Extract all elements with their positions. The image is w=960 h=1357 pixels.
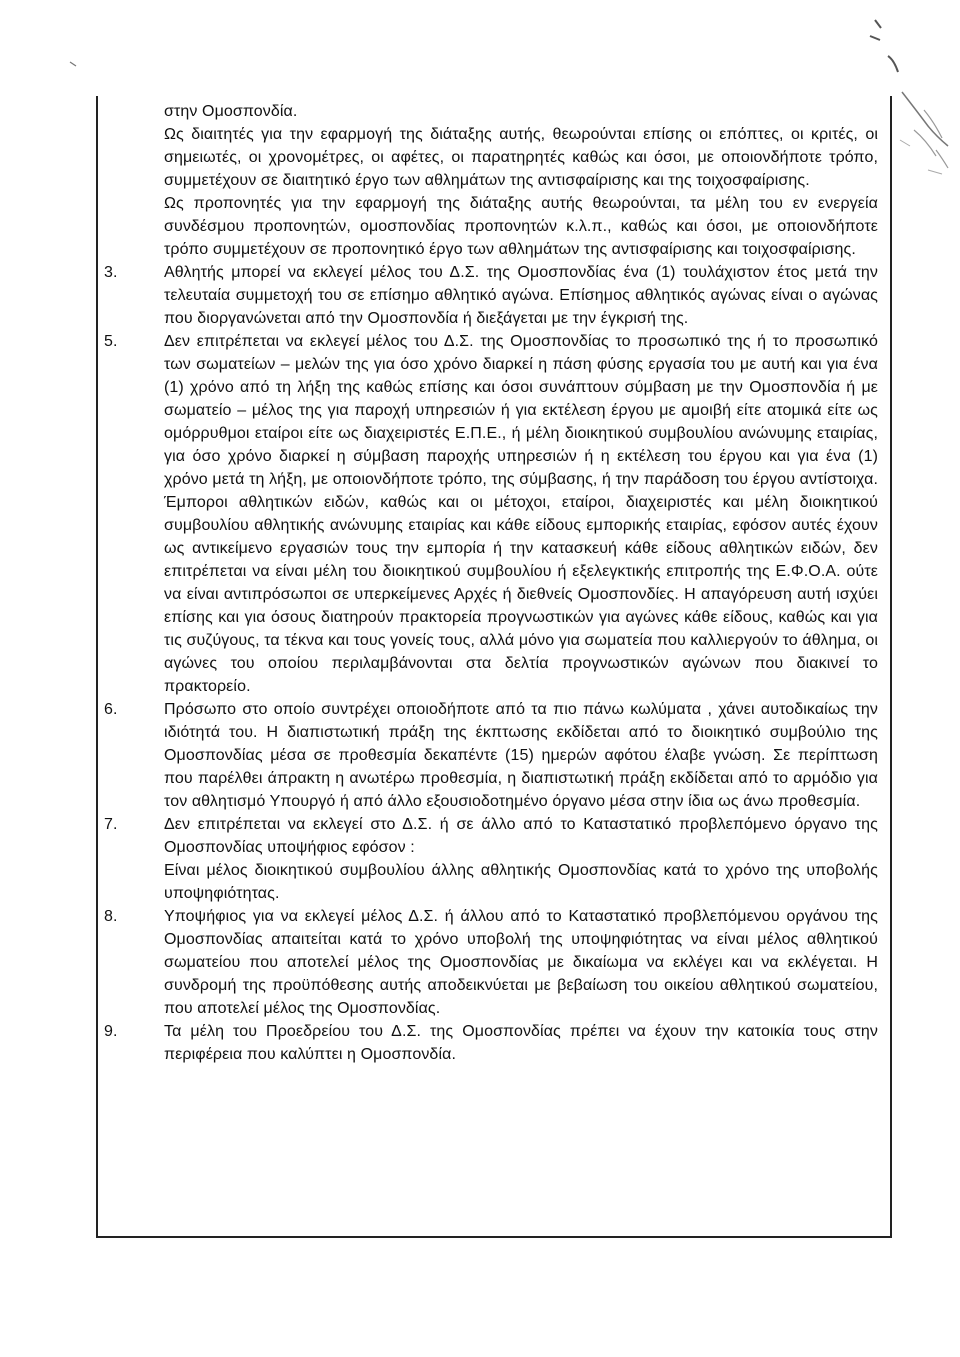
item-number: 3.	[104, 264, 118, 281]
continuation-line: στην Ομοσπονδία.	[164, 103, 298, 120]
item-number: 9.	[104, 1023, 118, 1040]
item-sub-text: Είναι μέλος διοικητικού συμβουλίου άλλης αθλητικής Ομοσπονδίας κατά το χρόνο της υποβολής υποψηφιότητας.	[164, 862, 878, 902]
scan-artifact-top-left	[64, 56, 84, 76]
numbered-item	[104, 905, 886, 1020]
numbered-item	[104, 330, 886, 698]
numbered-item	[104, 813, 886, 905]
item-number: 6.	[104, 701, 118, 718]
item-text: Τα μέλη του Προεδρείου του Δ.Σ. της Ομοσπονδίας πρέπει να έχουν την κατοικία τους στην περιφέρεια που καλύπτει η Ομοσπονδία.	[164, 1023, 878, 1063]
item-text	[164, 813, 886, 905]
continuation-row	[104, 100, 886, 123]
document-body	[104, 100, 886, 1066]
item-number: 8.	[104, 908, 118, 925]
item-number: 5.	[104, 333, 118, 350]
item-text: Υποψήφιος για να εκλεγεί μέλος Δ.Σ. ή άλλου από το Καταστατικό προβλεπόμενου οργάνου της Ομοσπονδίας απαιτείται κατά το χρόνο υποβολή της υποψηφιότητας να είναι μέλος αθλητικού σωματείου που αποτελεί μέλος της Ομοσπονδίας με δικαίωμα να εκλέγει και να εκλέγεται. Η συνδρομή της προϋπόθεσης αυτής αποδεικνύεται με βεβαίωση του οικείου αθλητικού σωματείου, που αποτελεί μέλος της Ομοσπονδίας.	[164, 908, 878, 1017]
item-number: 7.	[104, 816, 118, 833]
item-text: Πρόσωπο στο οποίο συντρέχει οποιοδήποτε από τα πιο πάνω κωλύματα , χάνει αυτοδικαίως την ιδιότητά του. Η διαπιστωτική πράξη της έκπτωσης εκδίδεται από το διοικητικό συμβούλιο της Ομοσπονδίας μέσα σε προθεσμία δεκαπέντε (15) ημερών αφότου έλαβε γνώση. Σε περίπτωση που παρέλθει άπρακτη η ανωτέρω προθεσμία, η διαπιστωτική πράξη εκδίδεται από το αρμόδιο για τον αθλητισμό Υπουργό ή από άλλο εξουσιοδοτημένο όργανο μέσα στην ίδια ως άνω προθεσμία.	[164, 701, 878, 810]
paragraph-text: Ως προπονητές για την εφαρμογή της διάταξης αυτής θεωρούνται, τα μέλη του εν ενεργεία συνδέσμου προπονητών, ομοσπονδίας προπονητών κ.λ.π., καθώς και όσοι, με οποιονδήποτε τρόπο συμμετέχουν σε προπονητικό έργο των αθλημάτων της αντισφαίρισης και τοιχοσφαίρισης.	[164, 195, 878, 258]
paragraph-text: Ως διαιτητές για την εφαρμογή της διάταξης αυτής, θεωρούνται επίσης οι επόπτες, οι κριτές, οι σημειωτές, οι χρονομέτρες, οι αφέτες, οι παρατηρητές καθώς και όσοι, με οποιονδήποτε τρόπο, συμμετέχουν σε διαιτητικό έργο των αθλημάτων της αντισφαίρισης και της τοιχοσφαίρισης.	[164, 126, 878, 189]
item-text: Αθλητής μπορεί να εκλεγεί μέλος του Δ.Σ. της Ομοσπονδίας ένα (1) τουλάχιστον έτος μετά την τελευταία συμμετοχή του σε επίσημο αθλητικό αγώνα. Επίσημος αθλητικός αγώνας είναι ο αγώνας που διοργανώνεται από την Ομοσπονδία ή διεξάγεται με την έγκρισή της.	[164, 264, 878, 327]
item-main-text: Δεν επιτρέπεται να εκλεγεί στο Δ.Σ. ή σε άλλο από το Καταστατικό προβλεπόμενο όργανο της Ομοσπονδίας υποψήφιος εφόσον :	[164, 816, 878, 856]
item-text: Δεν επιτρέπεται να εκλεγεί μέλος του Δ.Σ. της Ομοσπονδίας το προσωπικό της ή το προσωπικό των σωματείων – μελών της για όσο χρόνο διαρκεί η πάση φύσης εργασία του με αυτή και για ένα (1) χρόνο από τη λήξη της καθώς επίσης και όσοι συνάπτουν σύμβαση με την Ομοσπονδία ή με σωματείο – μέλος της για παροχή υπηρεσιών ή για εκτέλεση έργου με αμοιβή είτε ατομικά είτε ως ομόρρυθμοι εταίροι είτε ως διαχειριστές Ε.Π.Ε., ή μέλη διοικητικού συμβουλίου ανώνυμης εταιρίας, για όσο χρόνο διαρκεί η σύμβαση παροχής υπηρεσιών ή η εκτέλεση του έργου και για ένα (1) χρόνο μετά τη λήξη, με οποιονδήποτε τρόπο, της σύμβασης, ή την παράδοση του έργου αντίστοιχα. Έμποροι αθλητικών ειδών, καθώς και οι μέτοχοι, εταίροι, διαχειριστές και μέλη διοικητικού συμβουλίου αθλητικής ανώνυμης εταιρίας και κάθε είδους εμπορικής εταιρίας, εφόσον αυτές έχουν ως αντικείμενο εργασιών τους την εμπορία ή την κατασκευή κάθε είδους αθλητικών ειδών, δεν επιτρέπεται να είναι μέλη του διοικητικού συμβουλίου ή εξελεγκτικής επιτροπής της Ε.Φ.Ο.Α. ούτε να είναι αντιπρόσωποι σε υπερκείμενες Αρχές ή διεθνείς Ομοσπονδίες. Η απαγόρευση αυτή ισχύει επίσης και για όσους διατηρούν πρακτορεία προγνωστικών για αγώνες κάθε είδους, καθώς και για τις συζύγους, τα τέκνα και τους γονείς τους, αλλά μόνο για σωματεία που καλλιεργούν το άθλημα, οι αγώνες του οποίου περιλαμβάνονται στα δελτία προγνωστικών αγώνων που διακινεί το πρακτορείο.	[164, 333, 878, 695]
numbered-item	[104, 261, 886, 330]
intro-paragraph	[104, 192, 886, 261]
numbered-item	[104, 698, 886, 813]
numbered-item	[104, 1020, 886, 1066]
intro-paragraph	[104, 123, 886, 192]
